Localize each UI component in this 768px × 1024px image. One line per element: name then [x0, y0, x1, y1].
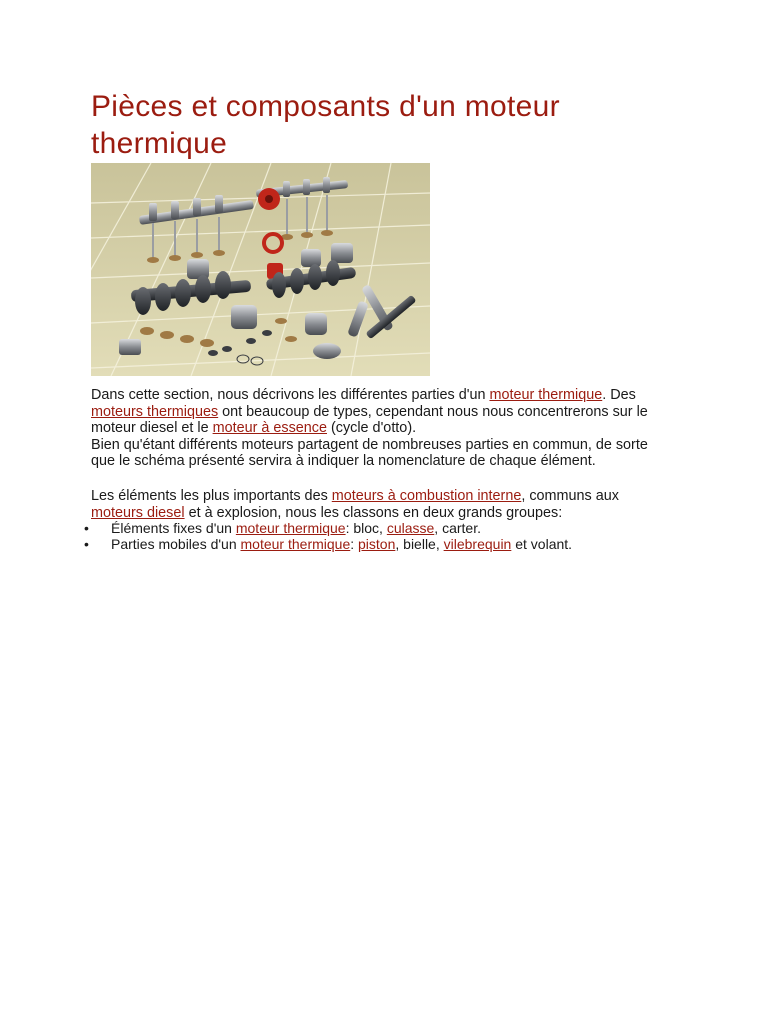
text-run: Les éléments les plus importants des	[91, 487, 332, 504]
text-run: , communs aux	[521, 487, 619, 504]
link-moteur-a-essence[interactable]: moteur à essence	[212, 420, 327, 437]
link-moteurs-thermiques[interactable]: moteurs thermiques	[91, 403, 219, 420]
link-piston[interactable]: piston	[358, 535, 396, 552]
engine-parts-image	[91, 163, 430, 376]
bullet-icon: •	[84, 535, 89, 552]
text-run: Parties mobiles d'un	[111, 535, 241, 552]
link-moteur-thermique[interactable]: moteur thermique	[235, 520, 346, 537]
document-page	[84, 0, 671, 552]
text-run: Bien qu'étant différents moteurs partagent de nombreuses parties en commun, de sorte que le schéma présenté servira à indiquer la nomenclature de chaque élément.	[91, 436, 648, 470]
text-run: ont beaucoup de types, cependant nous nous concentrerons sur le moteur diesel et le	[91, 403, 648, 437]
text-run: et à explosion, nous les classons en deux grands groupes:	[184, 504, 563, 521]
text-run: , carter.	[434, 520, 481, 537]
text-run: Éléments fixes d'un	[111, 520, 236, 537]
groups-list	[84, 521, 684, 552]
link-moteur-thermique[interactable]: moteur thermique	[240, 535, 351, 552]
text-run: . Des	[602, 387, 636, 403]
link-moteurs-diesel[interactable]: moteurs diesel	[91, 504, 185, 521]
link-vilebrequin[interactable]: vilebrequin	[443, 535, 512, 552]
bullet-icon: •	[84, 520, 89, 537]
list-item-fixed-parts	[84, 521, 684, 537]
list-item-moving-parts	[84, 537, 684, 553]
text-run: :	[350, 535, 359, 552]
text-run: et volant.	[511, 535, 573, 552]
page-title: Pièces et composants d'un moteur thermique	[91, 90, 560, 160]
text-run: , bielle,	[395, 535, 444, 552]
link-moteurs-combustion-interne[interactable]: moteurs à combustion interne	[331, 487, 522, 504]
text-run: : bloc,	[345, 520, 387, 537]
text-run: (cycle d'otto).	[326, 420, 417, 437]
text-run: Dans cette section, nous décrivons les différentes parties d'un	[91, 387, 490, 403]
intro-paragraph	[91, 387, 651, 470]
link-culasse[interactable]: culasse	[386, 520, 435, 537]
groups-paragraph	[91, 488, 651, 521]
link-moteur-thermique[interactable]: moteur thermique	[489, 387, 603, 403]
